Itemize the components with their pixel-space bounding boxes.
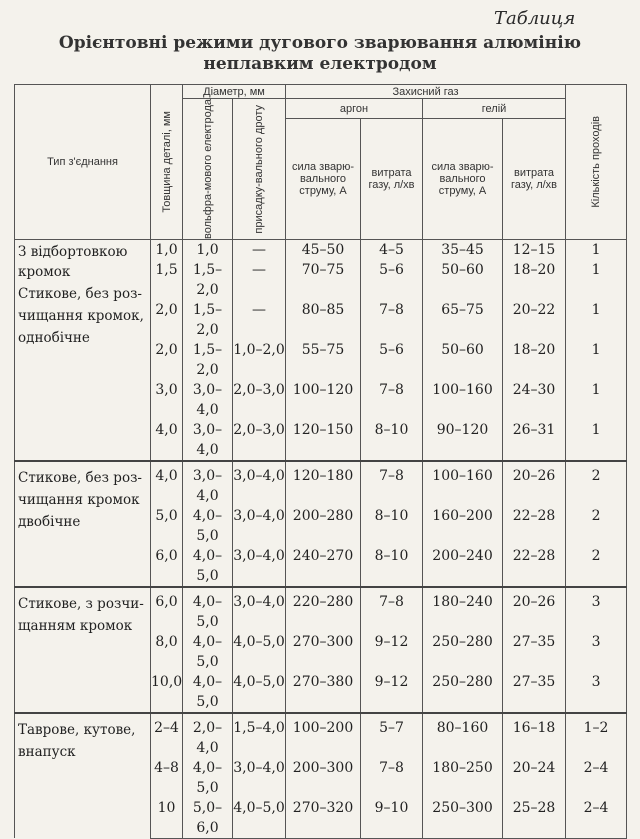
diameter-header: Діаметр, мм [183,85,286,99]
thickness-cell: 4,0 [151,420,183,461]
table-row [15,461,627,506]
tungsten-diameter-cell: 4,0–5,0 [183,758,233,798]
joint-type-cell [15,713,151,839]
helium-current-cell: 100–160 [423,461,503,506]
welding-modes-table [14,84,627,839]
helium-current-cell: 180–250 [423,758,503,798]
argon-flow-cell: 7–8 [361,587,423,632]
helium-flow-cell: 27–35 [503,632,566,672]
argon-flow-cell: 8–10 [361,506,423,546]
filler-diameter-cell: 4,0–5,0 [233,798,286,839]
thickness-header: Товщина деталі, мм [151,85,183,240]
filler-diameter-cell: 2,0–3,0 [233,420,286,461]
argon-flow-cell: 9–12 [361,672,423,713]
helium-current-cell: 65–75 [423,300,503,340]
argon-current-cell: 240–270 [286,546,361,587]
argon-current-cell: 100–200 [286,713,361,758]
helium-current-header: сила зварю-вального струму, А [423,119,503,240]
passes-cell: 3 [566,587,627,632]
argon-current-cell: 270–320 [286,798,361,839]
passes-cell: 1 [566,340,627,380]
helium-header: гелій [423,99,566,119]
joint-type-line: З відбортовкою кромок [18,243,128,280]
helium-flow-cell: 25–28 [503,798,566,839]
filler-diameter-cell: 3,0–4,0 [233,546,286,587]
tungsten-diameter-cell: 2,0–4,0 [183,713,233,758]
joint-type-line: Стикове, без роз- [18,469,142,486]
joint-type-cell [15,461,151,587]
table-row [15,239,627,260]
tungsten-diameter-cell: 4,0–5,0 [183,506,233,546]
passes-cell: 3 [566,632,627,672]
filler-diameter-cell: 4,0–5,0 [233,672,286,713]
helium-flow-cell: 20–22 [503,300,566,340]
helium-flow-cell: 18–20 [503,260,566,300]
argon-current-cell: 220–280 [286,587,361,632]
helium-flow-cell: 20–26 [503,587,566,632]
helium-flow-cell: 22–28 [503,546,566,587]
thickness-cell: 6,0 [151,546,183,587]
passes-cell: 1–2 [566,713,627,758]
argon-current-cell: 270–380 [286,672,361,713]
thickness-cell: 3,0 [151,380,183,420]
tungsten-diameter-cell: 4,0–5,0 [183,632,233,672]
argon-current-cell: 70–75 [286,260,361,300]
argon-flow-header: витрата газу, л/хв [361,119,423,240]
tungsten-diameter-cell: 4,0–5,0 [183,672,233,713]
helium-flow-cell: 24–30 [503,380,566,420]
joint-type-line: внапуск [18,743,76,760]
passes-cell: 1 [566,239,627,260]
helium-flow-cell: 22–28 [503,506,566,546]
filler-diameter-cell: 1,0–2,0 [233,340,286,380]
tungsten-diameter-cell: 1,5–2,0 [183,260,233,300]
filler-wire-header: присадку-вального дроту [233,99,286,240]
thickness-cell: 2,0 [151,340,183,380]
argon-header: аргон [286,99,423,119]
argon-current-cell: 55–75 [286,340,361,380]
tungsten-diameter-cell: 1,5–2,0 [183,300,233,340]
helium-current-cell: 200–240 [423,546,503,587]
table-row [15,713,627,758]
tungsten-electrode-header: вольфра-мового електрода [183,99,233,240]
argon-flow-cell: 5–7 [361,713,423,758]
passes-cell: 1 [566,300,627,340]
joint-type-line: чищання кромок, [18,307,144,324]
filler-diameter-cell: 3,0–4,0 [233,587,286,632]
filler-diameter-cell: 3,0–4,0 [233,461,286,506]
thickness-cell: 10,0 [151,672,183,713]
filler-diameter-cell: 3,0–4,0 [233,506,286,546]
argon-current-cell: 270–300 [286,632,361,672]
tungsten-diameter-cell: 1,5–2,0 [183,340,233,380]
joint-type-line: Стикове, без роз- [18,285,142,302]
helium-current-cell: 180–240 [423,587,503,632]
argon-current-cell: 120–150 [286,420,361,461]
argon-current-cell: 120–180 [286,461,361,506]
passes-cell: 2–4 [566,758,627,798]
helium-flow-cell: 18–20 [503,340,566,380]
passes-cell: 2 [566,546,627,587]
thickness-cell: 4–8 [151,758,183,798]
tungsten-diameter-cell: 3,0–4,0 [183,380,233,420]
helium-current-cell: 35–45 [423,239,503,260]
page-title [0,33,640,75]
argon-flow-cell: 7–8 [361,300,423,340]
helium-current-cell: 250–300 [423,798,503,839]
helium-flow-cell: 20–24 [503,758,566,798]
joint-type-line: Таврове, кутове, [18,721,136,738]
joint-type-line: двобічне [18,513,81,530]
filler-diameter-cell: — [233,260,286,300]
thickness-cell: 8,0 [151,632,183,672]
argon-current-cell: 80–85 [286,300,361,340]
passes-cell: 3 [566,672,627,713]
argon-current-cell: 200–280 [286,506,361,546]
argon-current-cell: 100–120 [286,380,361,420]
helium-current-cell: 250–280 [423,632,503,672]
passes-cell: 2 [566,506,627,546]
passes-cell: 2–4 [566,798,627,839]
thickness-cell: 6,0 [151,587,183,632]
helium-flow-cell: 27–35 [503,672,566,713]
tungsten-diameter-cell: 4,0–5,0 [183,546,233,587]
argon-flow-cell: 4–5 [361,239,423,260]
thickness-cell: 10 [151,798,183,839]
tungsten-diameter-cell: 1,0 [183,239,233,260]
table-body [15,239,627,838]
thickness-cell: 1,5 [151,260,183,300]
filler-diameter-cell: — [233,239,286,260]
filler-diameter-cell: 4,0–5,0 [233,632,286,672]
helium-flow-cell: 16–18 [503,713,566,758]
joint-type-line: Стикове, з розчи- [18,595,144,612]
argon-current-cell: 200–300 [286,758,361,798]
argon-flow-cell: 9–12 [361,632,423,672]
passes-header: Кількість проходів [566,85,627,240]
thickness-cell: 2,0 [151,300,183,340]
thickness-cell: 5,0 [151,506,183,546]
passes-cell: 1 [566,260,627,300]
helium-current-cell: 50–60 [423,340,503,380]
joint-type-line: однобічне [18,329,90,346]
helium-flow-header: витрата газу, л/хв [503,119,566,240]
argon-flow-cell: 7–8 [361,461,423,506]
filler-diameter-cell: — [233,300,286,340]
helium-flow-cell: 26–31 [503,420,566,461]
helium-flow-cell: 12–15 [503,239,566,260]
helium-current-cell: 50–60 [423,260,503,300]
filler-diameter-cell: 2,0–3,0 [233,380,286,420]
title-line-2: неплавким електродом [203,54,437,74]
tungsten-diameter-cell: 3,0–4,0 [183,420,233,461]
shield-gas-header: Захисний газ [286,85,566,99]
argon-flow-cell: 9–10 [361,798,423,839]
passes-cell: 2 [566,461,627,506]
helium-current-cell: 160–200 [423,506,503,546]
argon-current-cell: 45–50 [286,239,361,260]
argon-flow-cell: 8–10 [361,420,423,461]
title-line-1: Орієнтовні режими дугового зварювання алюмінію [58,33,582,53]
passes-cell: 1 [566,380,627,420]
joint-type-cell [15,587,151,713]
argon-flow-cell: 5–6 [361,260,423,300]
helium-flow-cell: 20–26 [503,461,566,506]
filler-diameter-cell: 3,0–4,0 [233,758,286,798]
joint-type-cell [15,239,151,461]
tungsten-diameter-cell: 3,0–4,0 [183,461,233,506]
table-caption: Таблиця [494,8,576,29]
argon-flow-cell: 7–8 [361,758,423,798]
helium-current-cell: 80–160 [423,713,503,758]
thickness-cell: 2–4 [151,713,183,758]
filler-diameter-cell: 1,5–4,0 [233,713,286,758]
argon-flow-cell: 8–10 [361,546,423,587]
joint-type-header: Тип з'єднання [15,85,151,240]
argon-flow-cell: 5–6 [361,340,423,380]
thickness-cell: 1,0 [151,239,183,260]
helium-current-cell: 100–160 [423,380,503,420]
joint-type-line: щанням кромок [18,617,133,634]
thickness-cell: 4,0 [151,461,183,506]
tungsten-diameter-cell: 4,0–5,0 [183,587,233,632]
joint-type-line: чищання кромок [18,491,140,508]
argon-flow-cell: 7–8 [361,380,423,420]
tungsten-diameter-cell: 5,0–6,0 [183,798,233,839]
passes-cell: 1 [566,420,627,461]
argon-current-header: сила зварю-вального струму, А [286,119,361,240]
helium-current-cell: 90–120 [423,420,503,461]
table-row [15,587,627,632]
helium-current-cell: 250–280 [423,672,503,713]
